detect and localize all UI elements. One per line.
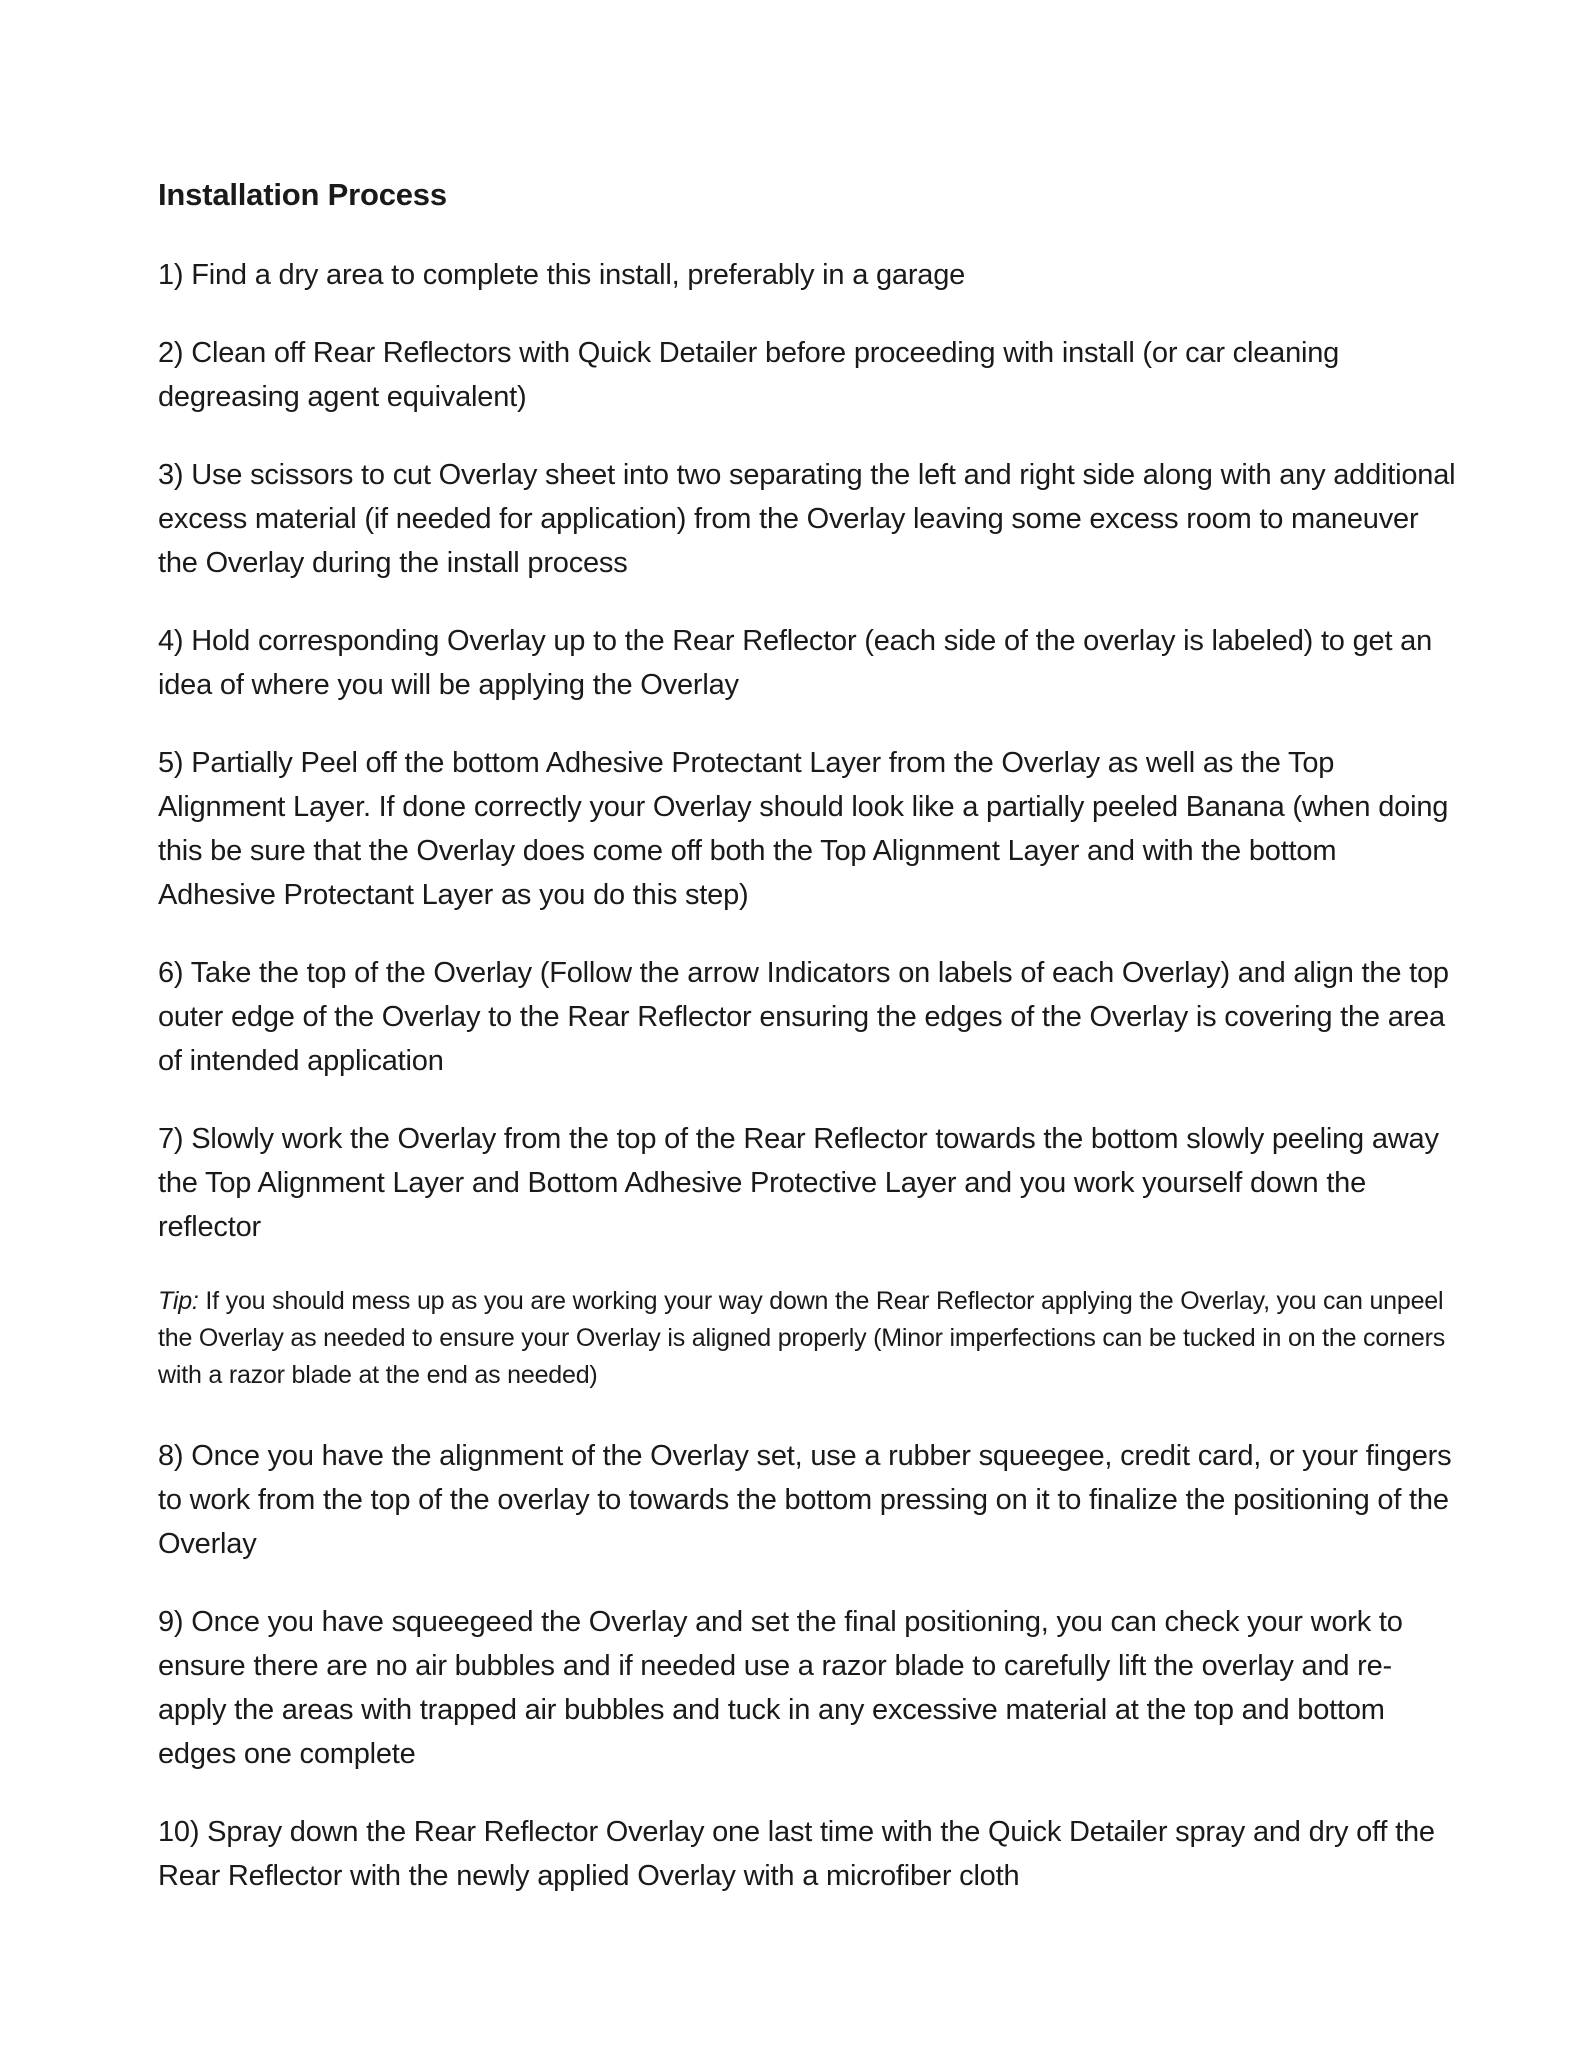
step-4: 4) Hold corresponding Overlay up to the Rear Reflector (each side of the overlay is labeled) to get an idea of where you will be applying the Overlay [158,625,1433,701]
step-9: 9) Once you have squeegeed the Overlay and set the final positioning, you can check your work to ensure there are no air bubbles and if needed use a razor blade to carefully lift the overlay and re-apply the areas with trapped air bubbles and tuck in any excessive material at the top and bottom edges one complete [158,1606,1403,1770]
step-2: 2) Clean off Rear Reflectors with Quick Detailer before proceeding with install (or car cleaning degreasing agent equivalent) [158,337,1340,413]
document-title: Installation Process [158,177,447,212]
step-3: 3) Use scissors to cut Overlay sheet into two separating the left and right side along with any additional excess material (if needed for application) from the Overlay leaving some excess room to maneuver the Overlay during the install process [158,459,1456,579]
step-7: 7) Slowly work the Overlay from the top of the Rear Reflector towards the bottom slowly peeling away the Top Alignment Layer and Bottom Adhesive Protective Layer and you work yourself down the reflector [158,1123,1439,1243]
tip-text: If you should mess up as you are working your way down the Rear Reflector applying the Overlay, you can unpeel the Overlay as needed to ensure your Overlay is aligned properly (Minor imperfections can be tucked in on the corners with a razor blade at the end as needed) [158,1287,1446,1389]
step-1: 1) Find a dry area to complete this install, preferably in a garage [158,259,966,291]
step-6: 6) Take the top of the Overlay (Follow the arrow Indicators on labels of each Overlay) and align the top outer edge of the Overlay to the Rear Reflector ensuring the edges of the Overlay is covering the area of intended application [158,957,1449,1077]
step-10: 10) Spray down the Rear Reflector Overlay one last time with the Quick Detailer spray and dry off the Rear Reflector with the newly applied Overlay with a microfiber cloth [158,1816,1435,1892]
step-5: 5) Partially Peel off the bottom Adhesive Protectant Layer from the Overlay as well as the Top Alignment Layer. If done correctly your Overlay should look like a partially peeled Banana (when doing this be sure that the Overlay does come off both the Top Alignment Layer and with the bottom Adhesive Protectant Layer as you do this step) [158,747,1449,911]
step-8: 8) Once you have the alignment of the Overlay set, use a rubber squeegee, credit card, or your fingers to work from the top of the overlay to towards the bottom pressing on it to finalize the positioning of the Overlay [158,1440,1452,1560]
tip-paragraph [158,1283,1458,1394]
tip-label: Tip: [158,1287,199,1315]
